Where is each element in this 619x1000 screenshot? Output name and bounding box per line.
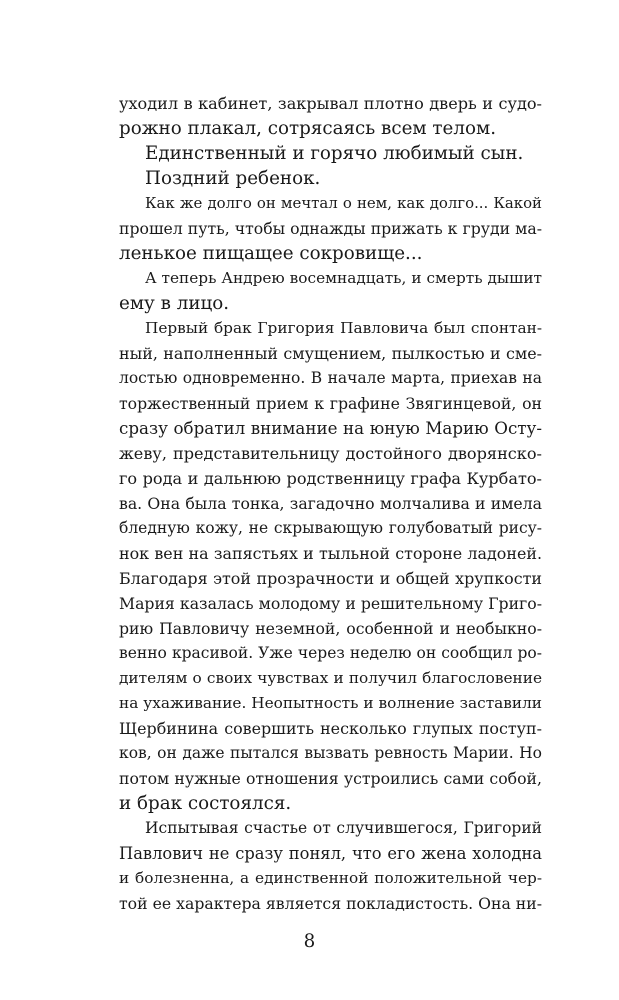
text-line: Испытывая счастье от случившегося, Григорий [145,819,542,837]
text-line: торжественный прием к графине Звягинцевой, он [119,394,542,413]
text-line: потом нужные отношения устроились сами собой, [119,769,542,788]
text-line: рожно плакал, сотрясаясь всем телом. [119,118,497,139]
text-line: ленькое пищащее сокровище... [119,243,423,264]
text-line: Как же долго он мечтал о нем, как долго... Какой [145,194,542,212]
text-line: лостью одновременно. В начале марта, приехав на [119,369,542,387]
text-line: Поздний ребенок. [145,168,321,189]
text-line: Единственный и горячо любимый сын. [145,143,524,164]
text-line: на ухаживание. Неопытность и волнение заставили [119,694,542,712]
text-line: жеву, представительницу достойного дворянско- [119,444,542,463]
text-line: прошел путь, чтобы однажды прижать к груди ма- [119,219,542,238]
text-line: уходил в кабинет, закрывал плотно дверь и судо- [119,94,542,113]
text-line: нок вен на запястьях и тыльной стороне ладоней. [119,544,542,563]
text-line: ва. Она была тонка, загадочно молчалива и имела [119,494,542,513]
text-line: и болезненна, а единственной положительной чер- [119,869,542,887]
text-line: го рода и дальнюю родственницу графа Курбато- [119,469,542,488]
text-line: бледную кожу, не скрывающую голубоватый рису- [119,519,542,537]
text-line: венно красивой. Уже через неделю он сообщил ро- [119,644,542,662]
text-line: Благодаря этой прозрачности и общей хрупкости [119,569,542,588]
text-line: и брак состоялся. [119,793,292,814]
text-line: Павлович не сразу понял, что его жена холодна [119,844,542,863]
text-line: той ее характера является покладистость. Она ни- [119,894,542,913]
text-line: рию Павловичу неземной, особенной и необыкно- [119,619,542,638]
page-number: 8 [303,931,316,952]
text-line: А теперь Андрею восемнадцать, и смерть дышит [145,269,542,287]
text-line: дителям о своих чувствах и получил благословение [119,669,542,687]
text-line: сразу обратил внимание на юную Марию Осту- [119,418,542,438]
text-line: Мария казалась молодому и решительному Григо- [119,594,542,613]
text-line: Щербинина совершить несколько глупых поступ- [119,719,542,738]
text-line: ный, наполненный смущением, пылкостью и сме- [119,344,542,363]
text-line: ему в лицо. [119,293,230,314]
text-line: Первый брак Григория Павловича был спонтан- [145,319,542,337]
text-line: ков, он даже пытался вызвать ревность Марии. Но [119,744,542,762]
